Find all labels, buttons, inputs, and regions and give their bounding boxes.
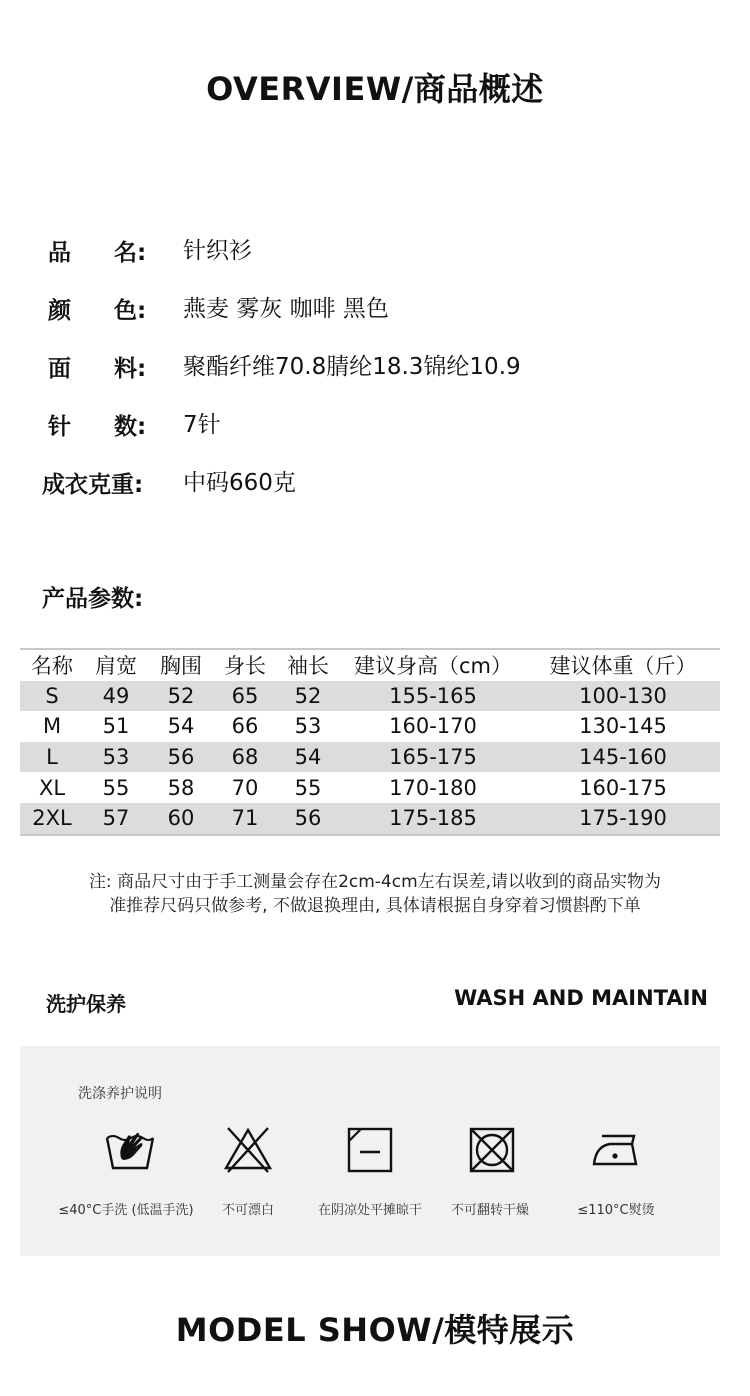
spec-value-gauge: 7针 [183, 412, 221, 438]
spec-value-name: 针织衫 [183, 238, 252, 264]
table-cell: 170-180 [389, 775, 477, 800]
spec-value-color: 燕麦 雾灰 咖啡 黑色 [183, 296, 389, 322]
table-cell: 175-190 [526, 803, 720, 835]
table-row [20, 742, 720, 773]
table-cell: 54 [167, 714, 195, 739]
wash-item-label: 不可翻转干燥 [450, 1203, 529, 1218]
table-cell: 160-175 [579, 775, 667, 800]
wash-heading-en: WASH AND MAINTAIN [454, 986, 708, 1010]
table-cell: 100-130 [526, 681, 720, 712]
table-row [20, 711, 720, 742]
wash-item-label: 在阴凉处平摊晾干 [317, 1203, 422, 1218]
spec-label-char: 色: [114, 298, 147, 324]
table-cell: 70 [231, 775, 259, 800]
size-table [20, 648, 720, 836]
spec-label-weight: 成衣克重: [42, 472, 144, 498]
table-header-cell: 袖长 [276, 649, 340, 681]
spec-label-char: 颜 [48, 298, 71, 324]
table-cell: 56 [148, 742, 214, 773]
table-header-row [20, 649, 720, 681]
spec-value-fabric: 聚酯纤维70.8腈纶18.3锦纶10.9 [183, 354, 521, 380]
table-cell: XL [38, 775, 66, 800]
spec-label-char: 名: [114, 240, 147, 266]
table-cell: 55 [102, 775, 130, 800]
table-cell: 2XL [20, 803, 84, 835]
table-cell: 57 [84, 803, 148, 835]
table-cell: 49 [84, 681, 148, 712]
spec-label-char: 面 [48, 356, 71, 382]
table-cell: 68 [214, 742, 276, 773]
table-cell: 58 [167, 775, 195, 800]
table-cell: 52 [276, 681, 340, 712]
table-cell: 55 [294, 775, 322, 800]
model-show-title: MODEL SHOW/模特展示 [175, 1311, 575, 1349]
table-cell: 53 [294, 714, 322, 739]
table-cell: M [42, 714, 62, 739]
spec-value-weight: 中码660克 [183, 470, 296, 496]
spec-label-fabric [42, 350, 182, 380]
wash-item-label: ≤40°C手洗 (低温手洗) [58, 1203, 194, 1218]
wash-item-label: 不可漂白 [221, 1203, 274, 1218]
params-heading: 产品参数: [42, 586, 144, 612]
table-header-cell: 名称 [20, 649, 84, 681]
shade-flat-dry-icon [344, 1124, 396, 1176]
table-cell: 60 [148, 803, 214, 835]
table-cell: L [20, 742, 84, 773]
spec-label-char: 针 [48, 414, 71, 440]
spec-label-char: 料: [114, 356, 147, 382]
table-cell: 155-165 [340, 681, 526, 712]
table-cell: 65 [214, 681, 276, 712]
table-header-cell: 建议体重（斤） [526, 649, 720, 681]
table-header-cell: 身长 [214, 649, 276, 681]
spec-label-char: 品 [48, 240, 71, 266]
table-cell: 51 [102, 714, 130, 739]
wash-heading-cn: 洗护保养 [46, 992, 126, 1016]
table-header-cell: 胸围 [148, 649, 214, 681]
table-cell: 130-145 [579, 714, 667, 739]
overview-title: OVERVIEW/商品概述 [206, 70, 544, 108]
size-note-line: 注: 商品尺寸由于手工测量会存在2cm-4cm左右误差,请以收到的商品实物为 [88, 872, 662, 892]
hand-wash-icon [104, 1124, 156, 1176]
spec-label-name [42, 234, 182, 264]
spec-label-char: 数: [114, 414, 147, 440]
table-row [20, 803, 720, 835]
table-cell: 66 [231, 714, 259, 739]
wash-item-label: ≤110°C熨烫 [577, 1203, 655, 1218]
table-cell: 175-185 [340, 803, 526, 835]
spec-label-color [42, 292, 182, 322]
table-cell: 165-175 [340, 742, 526, 773]
table-cell: 56 [276, 803, 340, 835]
wash-care-subtitle: 洗涤养护说明 [78, 1086, 162, 1102]
table-cell: S [20, 681, 84, 712]
table-cell: 145-160 [526, 742, 720, 773]
table-cell: 71 [214, 803, 276, 835]
no-tumble-dry-icon [466, 1124, 518, 1176]
table-row [20, 772, 720, 803]
iron-110-icon [590, 1124, 642, 1176]
table-cell: 160-170 [389, 714, 477, 739]
no-bleach-icon [222, 1124, 274, 1176]
table-cell: 53 [84, 742, 148, 773]
size-note [0, 870, 750, 918]
table-header-cell: 肩宽 [84, 649, 148, 681]
table-row [20, 681, 720, 712]
table-cell: 54 [276, 742, 340, 773]
table-cell: 52 [148, 681, 214, 712]
table-header-cell: 建议身高（cm） [340, 649, 526, 681]
size-note-line: 准推荐尺码只做参考, 不做退换理由, 具体请根据自身穿着习惯斟酌下单 [109, 896, 641, 916]
spec-label-gauge [42, 408, 182, 438]
